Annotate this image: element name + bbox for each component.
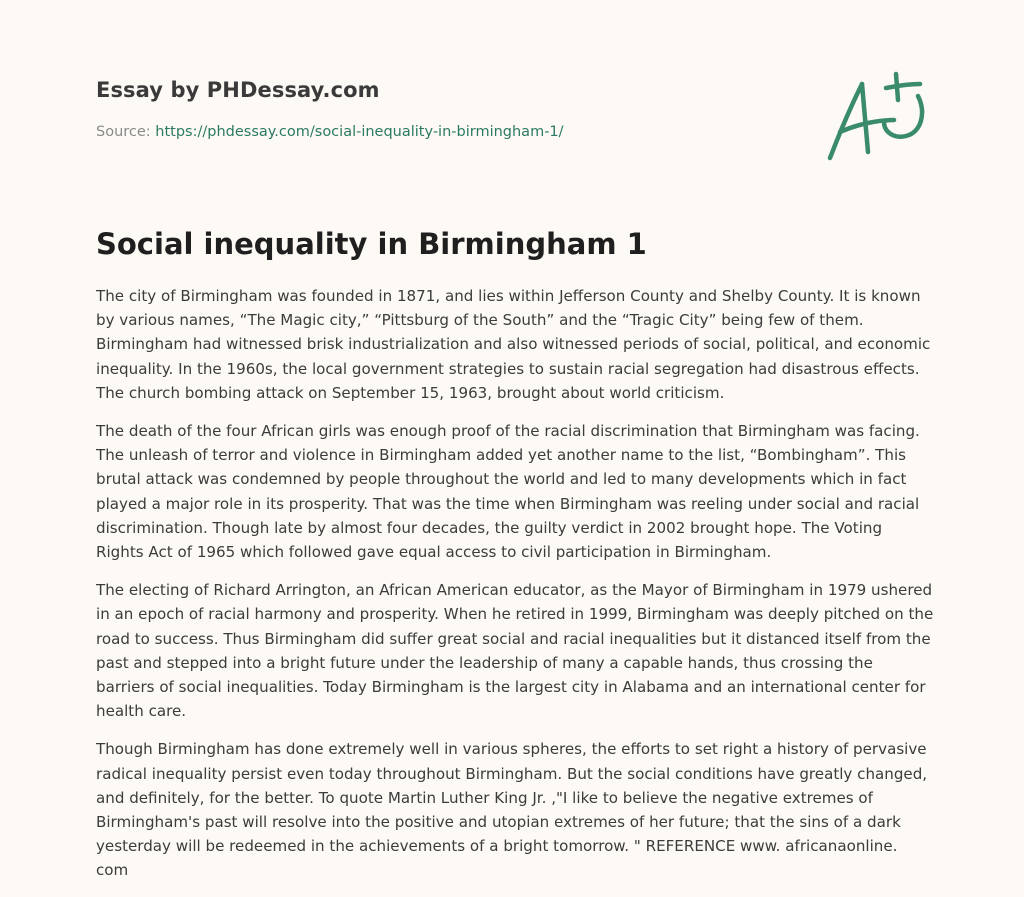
essay-paragraph: The death of the four African girls was enough proof of the racial discrimination that Birmingham was facing. The unleash of terror and violence in Birmingham added yet another name to the list, “Bombingham”. This brutal attack was condemned by people throughout the world and led to many developments which in fact played a major role in its prosperity. That was the time when Birmingham was reeling under social and racial discrimination. Though late by almost four decades, the guilty verdict in 2002 brought hope. The Voting Rights Act of 1965 which followed gave equal access to civil participation in Birmingham. — [96, 422, 920, 562]
essay-paragraph: Though Birmingham has done extremely well in various spheres, the efforts to set right a history of pervasive radical inequality persist even today throughout Birmingham. But the social conditions have greatly changed, and definitely, for the better. To quote Martin Luther King Jr. ,"I like to believe the negative extremes of Birmingham's past will resolve into the positive and utopian extremes of her future; that the sins of a dark yesterday will be redeemed in the achievements of a bright tomorrow. " REFERENCE www. africanaonline. com — [96, 740, 928, 880]
essay-paragraph: The city of Birmingham was founded in 1871, and lies within Jefferson County and Shelby County. It is known by various names, “The Magic city,” “Pittsburg of the South” and the “Tragic City” being few of them. Birmingham had witnessed brisk industrialization and also witnessed periods of social, political, and economic inequality. In the 1960s, the local government strategies to sustain racial segregation had disastrous effects. The church bombing attack on September 15, 1963, brought about world criticism. — [96, 287, 931, 402]
essay-body — [96, 284, 934, 897]
source-line — [96, 122, 836, 142]
source-label: Source: — [96, 124, 151, 140]
essay-paragraph: The electing of Richard Arrington, an African American educator, as the Mayor of Birmingham in 1979 ushered in an epoch of racial harmony and prosperity. When he retired in 1999, Birmingham was deeply pitched on the road to success. Thus Birmingham did suffer great social and racial inequalities but it distanced itself from the past and stepped into a bright future under the leadership of many a capable hands, thus crossing the barriers of social inequalities. Today Birmingham is the largest city in Alabama and an international center for health care. — [96, 581, 934, 721]
source-link[interactable]: https://phdessay.com/social-inequality-in-birmingham-1/ — [155, 124, 564, 140]
essay-header — [96, 76, 836, 142]
essay-title: Social inequality in Birmingham 1 — [96, 227, 647, 261]
site-brand: Essay by PHDessay.com — [96, 78, 380, 102]
a-plus-grade-icon — [822, 66, 932, 166]
